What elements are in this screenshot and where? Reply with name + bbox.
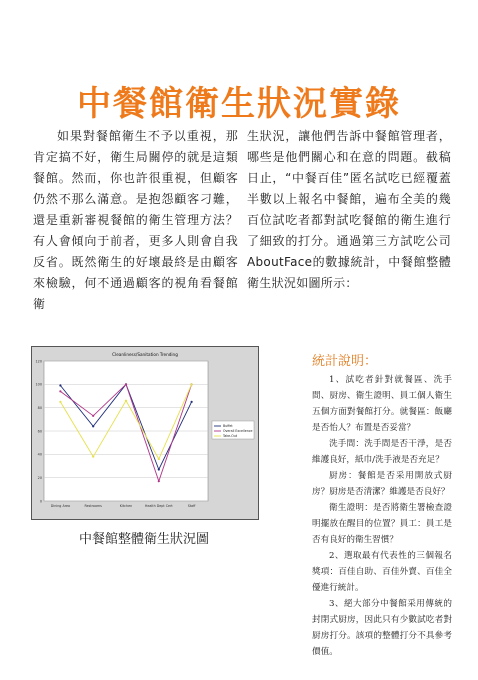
x-tick-label: Kitchen bbox=[119, 504, 133, 508]
y-tick-label: 0 bbox=[39, 499, 42, 504]
stats-title: 統計說明： bbox=[312, 354, 378, 369]
x-tick-label: Staff bbox=[187, 504, 196, 508]
legend-label: Take-Out bbox=[223, 434, 238, 438]
y-tick-label: 20 bbox=[37, 475, 42, 480]
data-point bbox=[92, 415, 94, 417]
y-tick-label: 60 bbox=[37, 429, 42, 434]
article-right-column: 生狀況，讓他們告訴中餐館管理者，哪些是他們關心和在意的問題。截稿日止，“中餐百佳”匿名試吃已經覆蓋半數以上報名中餐館，遍布全美的幾百位試吃者都對試吃餐館的衛生進行了細致的打分。通過第三方試吃公司AboutFace的數據統計，中餐館整體衛生狀況如圖所示： bbox=[247, 129, 451, 290]
chart-title: Cleanliness/Sanitation Trending bbox=[112, 352, 178, 357]
stats-notes bbox=[312, 350, 452, 660]
legend-label: Buffet bbox=[223, 424, 233, 428]
data-point bbox=[158, 468, 160, 470]
legend-label: Overall Excellence bbox=[223, 429, 253, 433]
data-point bbox=[158, 458, 160, 460]
stats-paragraph: 1、試吃者針對就餐區、洗手間、厨房、衛生證明、員工個人衛生五個方面對餐館打分。就餐區：飯廳是否怡人？布置是否妥當？ bbox=[312, 375, 452, 433]
data-point bbox=[59, 384, 61, 386]
data-point bbox=[92, 456, 94, 458]
stats-paragraph: 洗手間：洗手間是否干淨，是否維護良好，紙巾/洗手液是否充足？ bbox=[312, 439, 452, 465]
y-tick-label: 80 bbox=[37, 405, 42, 410]
stats-paragraph: 3、絕大部分中餐館采用傳統的封閉式厨房，因此只有少數試吃者對厨房打分。該項的整體打分不具參考價值。 bbox=[312, 599, 452, 657]
chart-caption: 中餐館整體衛生狀況圖 bbox=[78, 532, 209, 547]
y-tick-label: 100 bbox=[35, 382, 42, 387]
y-tick-label: 40 bbox=[37, 452, 42, 457]
data-point bbox=[92, 425, 94, 427]
article-left-column: 如果對餐館衛生不予以重視，那肯定搞不好，衛生局關停的就是這類餐館。然而，你也許很重視，但顧客仍然不那么滿意。是抱怨顧客刁難，還是重新審視餐館的衛生管理方法？有人會傾向于前者，更多人則會自我反省。既然衛生的好壞最終是由顧客來檢驗，何不通過顧客的視角看餐館衛 bbox=[33, 129, 238, 311]
stats-paragraph: 衛生證明：是否將衛生署檢查證明擺放在醒目的位置？員工：員工是否有良好的衛生習慣？ bbox=[312, 503, 452, 545]
y-tick-label: 120 bbox=[35, 359, 42, 364]
data-point bbox=[125, 400, 127, 402]
data-point bbox=[59, 401, 61, 403]
x-tick-label: Health Dept Cert bbox=[144, 504, 173, 508]
stats-paragraph: 2、選取最有代表性的三個報名獎項：百佳自助、百佳外賣、百佳全優進行統計。 bbox=[312, 551, 452, 593]
data-point bbox=[59, 390, 61, 392]
page-title: 中餐館衛生狀況實錄 bbox=[77, 84, 401, 124]
stats-paragraph: 厨房：餐館是否采用開放式厨房？厨房是否清潔？維護是否良好？ bbox=[312, 471, 452, 497]
hygiene-line-chart bbox=[32, 347, 258, 519]
data-point bbox=[125, 383, 127, 385]
chart-frame bbox=[31, 346, 259, 520]
data-point bbox=[158, 480, 160, 482]
x-tick-label: Dining Area bbox=[50, 504, 71, 508]
data-point bbox=[191, 383, 193, 385]
x-tick-label: Restrooms bbox=[84, 504, 102, 508]
data-point bbox=[191, 401, 193, 403]
